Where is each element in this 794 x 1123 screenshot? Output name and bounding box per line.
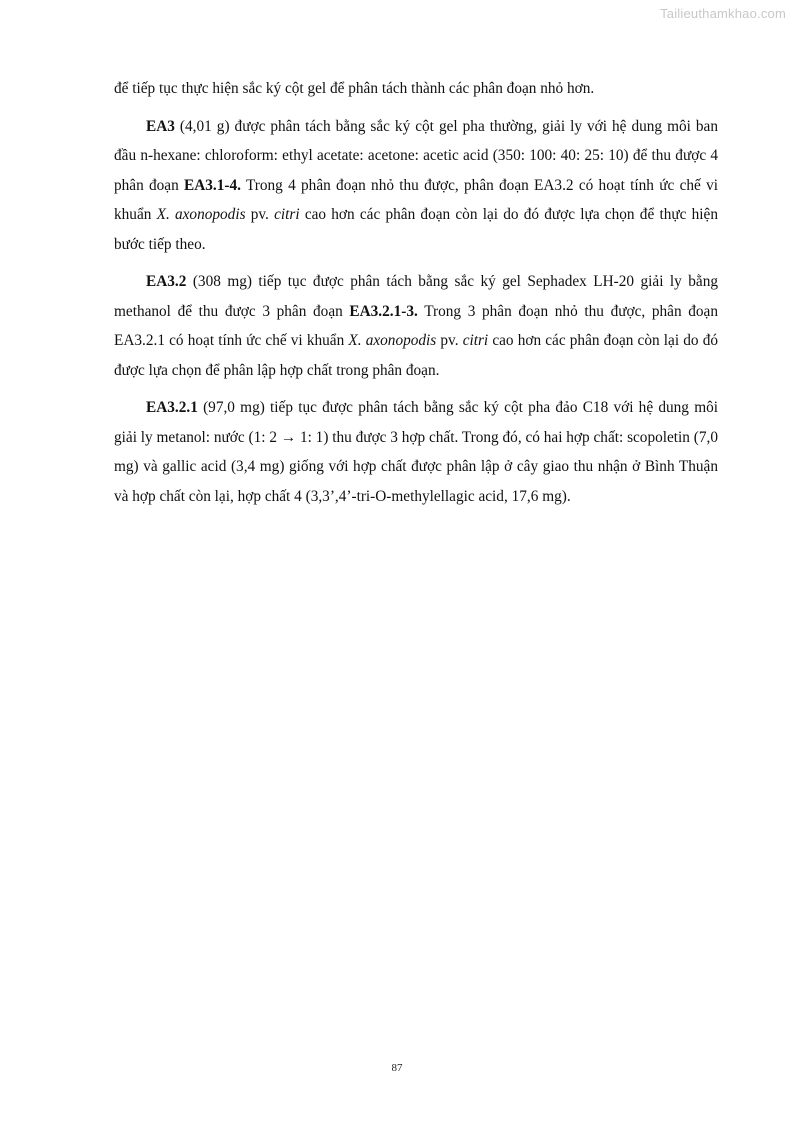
watermark: Tailieuthamkhao.com bbox=[660, 6, 786, 21]
fraction-label: EA3.1-4. bbox=[184, 176, 241, 194]
species-name: X. axonopodis bbox=[348, 332, 437, 349]
fraction-label: EA3.2.1 bbox=[146, 399, 198, 416]
text-run: (97,0 mg) tiếp tục được phân tách bằng sắc ký cột pha đảo C18 với hệ dung môi giải ly metanol: nước (1: 2 → 1: 1) thu được 3 hợp chất. Trong đó, có hai hợp chất: scopoletin (7,0 mg) và gallic acid (3,4 mg) giống với hợp chất được phân lập ở cây giao thu nhận ở Bình Thuận và hợp chất còn lại, hợp chất 4 (3,3’,4’-tri-O-methylellagic acid, 17,6 mg). bbox=[114, 399, 718, 505]
page-number: 87 bbox=[391, 1062, 403, 1074]
text-run: để tiếp tục thực hiện sắc ký cột gel để phân tách thành các phân đoạn nhỏ hơn. bbox=[114, 80, 595, 97]
paragraph-ea3-2 bbox=[114, 267, 718, 385]
text-run: cao hơn các phân đoạn còn lại do đó được lựa chọn để thực hiện bước tiếp theo. bbox=[114, 206, 718, 253]
text-run: pv. bbox=[436, 332, 463, 349]
fraction-label: EA3 bbox=[146, 117, 175, 135]
fraction-label: EA3.2 bbox=[146, 273, 187, 290]
text-run: Trong 4 phân đoạn nhỏ thu được, phân đoạn EA3.2 có hoạt tính ức chế vi khuẩn bbox=[114, 176, 718, 223]
paragraph-continuation bbox=[114, 74, 718, 104]
pathovar-name: citri bbox=[462, 332, 489, 349]
paragraph-ea3 bbox=[114, 112, 718, 260]
text-run: cao hơn các phân đoạn còn lại do đó được lựa chọn để phân lập hợp chất trong phân đoạn. bbox=[114, 332, 718, 379]
species-name: X. axonopodis bbox=[156, 206, 246, 223]
text-run: (4,01 g) được phân tách bằng sắc ký cột gel pha thường, giải ly với hệ dung môi ban đầu n-hexane: chloroform: ethyl acetate: acetone: acetic acid (350: 100: 40: 25: 10) để thu được 4 phân đoạn bbox=[114, 117, 718, 194]
paragraph-ea3-2-1 bbox=[114, 393, 718, 511]
document-body bbox=[114, 74, 718, 519]
text-run: pv. bbox=[245, 206, 275, 223]
text-run: Trong 3 phân đoạn nhỏ thu được, phân đoạn EA3.2.1 có hoạt tính ức chế vi khuẩn bbox=[114, 302, 718, 349]
text-run: (308 mg) tiếp tục được phân tách bằng sắc ký gel Sephadex LH-20 giải ly bằng methanol để thu được 3 phân đoạn bbox=[114, 273, 718, 320]
fraction-label: EA3.2.1-3. bbox=[349, 302, 418, 320]
pathovar-name: citri bbox=[274, 206, 300, 223]
